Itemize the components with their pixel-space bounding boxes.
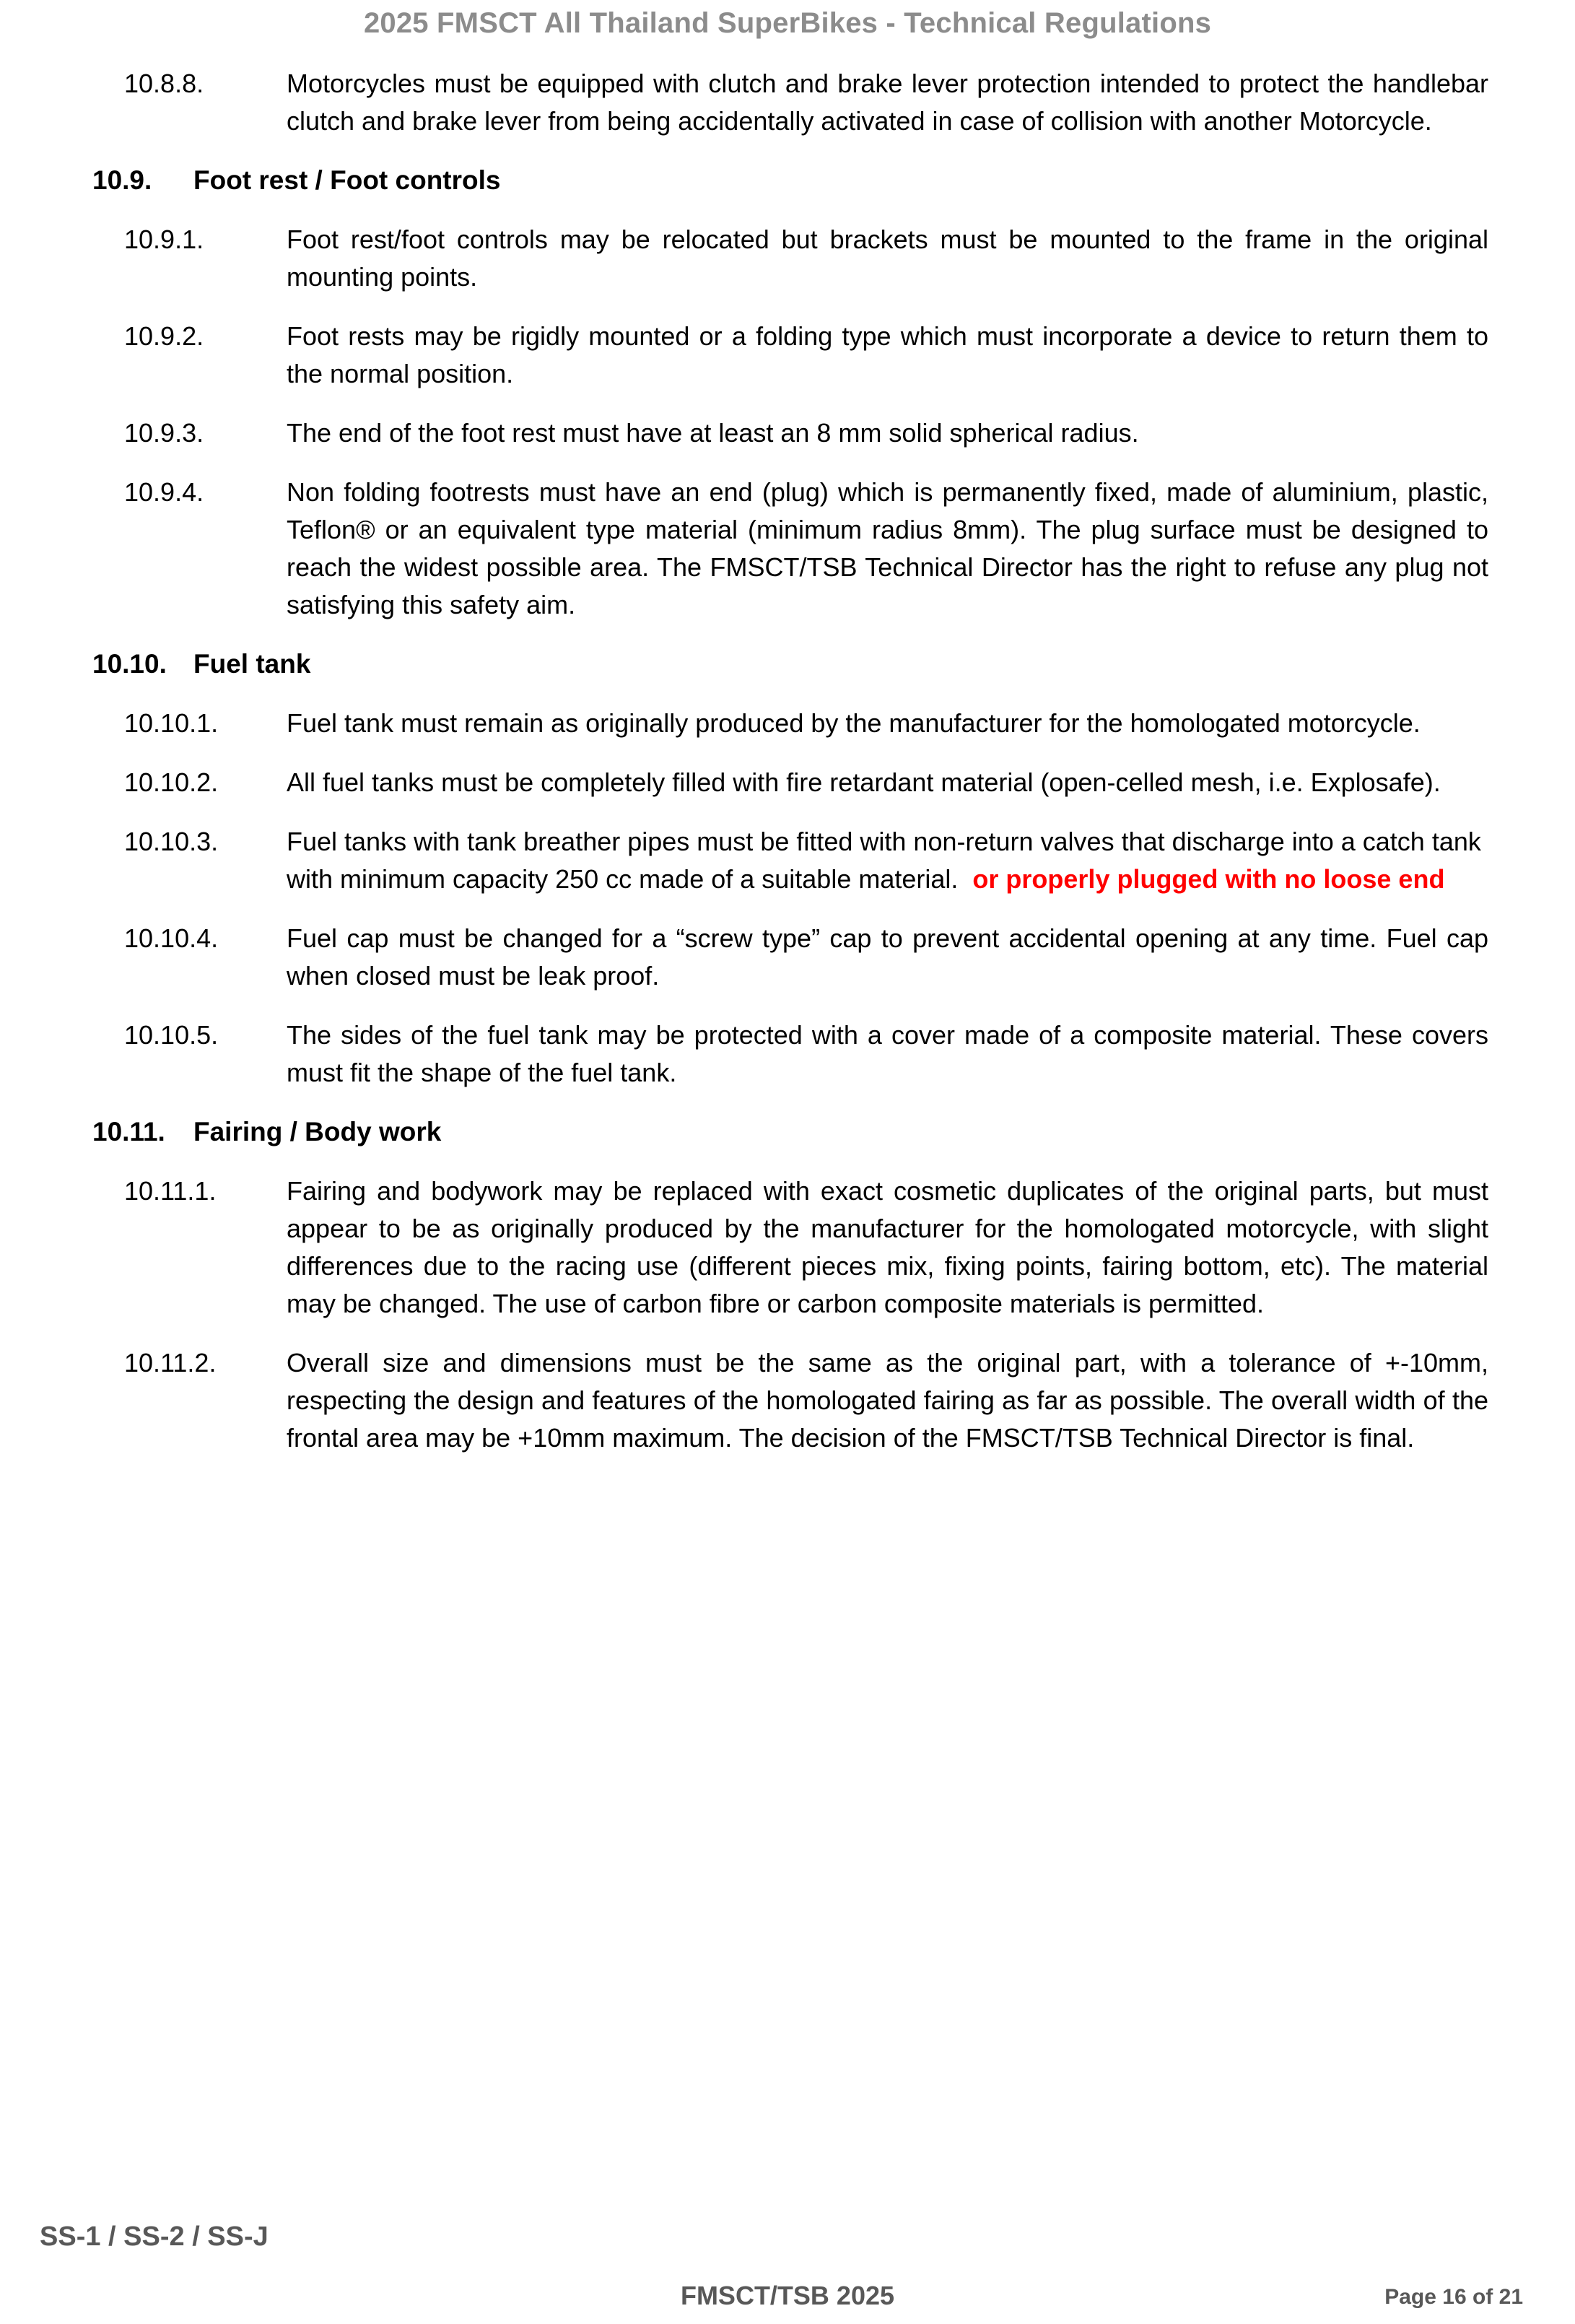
clause-text-main: All fuel tanks must be completely filled with fire retardant material (open-celled mesh, i.e. Explosafe).	[287, 767, 1441, 797]
clause-item	[0, 65, 1575, 140]
clause-number: 10.10.5.	[124, 1020, 219, 1050]
clause-item	[0, 221, 1575, 296]
footer-class-codes: SS-1 / SS-2 / SS-J	[40, 2221, 269, 2252]
clause-number: 10.11.1.	[124, 1176, 217, 1206]
clause-text	[287, 920, 1488, 995]
clause-item	[0, 318, 1575, 393]
section-heading-number: 10.11.	[92, 1117, 165, 1146]
clause-text-main: Fuel tank must remain as originally produced by the manufacturer for the homologated motorcycle.	[287, 708, 1421, 738]
clause-text-main: Motorcycles must be equipped with clutch and brake lever protection intended to protect the handlebar clutch and brake lever from being accidentally activated in case of collision with another Motorcycle.	[287, 69, 1488, 136]
clause-item	[0, 764, 1575, 801]
clause-amendment-text: or properly plugged with no loose end	[972, 864, 1445, 894]
clause-item	[0, 474, 1575, 624]
clause-text-main: Foot rests may be rigidly mounted or a folding type which must incorporate a device to return them to the normal position.	[287, 321, 1488, 388]
section-heading	[0, 162, 1575, 199]
clause-text-main: Non folding footrests must have an end (plug) which is permanently fixed, made of aluminium, plastic, Teflon® or an equivalent type material (minimum radius 8mm). The plug surface must be designed to reach the widest possible area. The FMSCT/TSB Technical Director has the right to refuse any plug not satisfying this safety aim.	[287, 477, 1488, 619]
clause-text-main: Foot rest/foot controls may be relocated but brackets must be mounted to the frame in the original mounting points.	[287, 225, 1488, 292]
clause-text-main: Fuel tanks with tank breather pipes must be fitted with non-return valves that discharge into a catch tank with minimum capacity 250 cc made of a suitable material.	[287, 827, 1481, 894]
clause-text	[287, 764, 1488, 801]
document-header	[0, 7, 1575, 40]
clause-number: 10.10.4.	[124, 923, 219, 953]
footer-page-number: Page 16 of 21	[1384, 2285, 1523, 2309]
clause-text-main: Overall size and dimensions must be the same as the original part, with a tolerance of +-10mm, respecting the design and features of the homologated fairing as far as possible. The overall width of the frontal area may be +10mm maximum. The decision of the FMSCT/TSB Technical Director is final.	[287, 1348, 1488, 1453]
clause-item	[0, 1172, 1575, 1323]
section-heading-title: Fuel tank	[193, 649, 311, 679]
clause-text	[287, 65, 1488, 140]
clause-text	[287, 414, 1488, 452]
clause-item	[0, 823, 1575, 898]
clause-text-main: The sides of the fuel tank may be protected with a cover made of a composite material. These covers must fit the shape of the fuel tank.	[287, 1020, 1488, 1087]
clause-text-main: Fairing and bodywork may be replaced with exact cosmetic duplicates of the original parts, but must appear to be as originally produced by the manufacturer for the homologated motorcycle, with slight differences due to the racing use (different pieces mix, fixing points, fairing bottom, etc). The material may be changed. The use of carbon fibre or carbon composite materials is permitted.	[287, 1176, 1488, 1318]
section-heading-number: 10.9.	[92, 165, 152, 195]
section-heading-number: 10.10.	[92, 649, 167, 679]
document-title: 2025 FMSCT All Thailand SuperBikes - Technical Regulations	[363, 7, 1212, 39]
clause-text-main: The end of the foot rest must have at least an 8 mm solid spherical radius.	[287, 418, 1139, 448]
document-footer	[0, 2208, 1575, 2324]
footer-organisation: FMSCT/TSB 2025	[680, 2281, 895, 2310]
clause-text	[287, 318, 1488, 393]
clause-text	[287, 1172, 1488, 1323]
clause-number: 10.9.2.	[124, 321, 204, 351]
clause-item	[0, 1344, 1575, 1457]
clause-item	[0, 705, 1575, 742]
clause-item	[0, 1017, 1575, 1092]
section-heading-title: Fairing / Body work	[193, 1117, 442, 1146]
clause-text	[287, 1017, 1488, 1092]
section-heading	[0, 645, 1575, 683]
clause-number: 10.8.8.	[124, 69, 204, 98]
clause-number: 10.10.2.	[124, 767, 219, 797]
section-heading	[0, 1113, 1575, 1151]
clause-text	[287, 221, 1488, 296]
clause-number: 10.10.1.	[124, 708, 219, 738]
clause-number: 10.10.3.	[124, 827, 219, 856]
clause-text	[287, 1344, 1488, 1457]
clause-number: 10.9.4.	[124, 477, 204, 507]
clause-text	[287, 705, 1488, 742]
section-heading-title: Foot rest / Foot controls	[193, 165, 501, 195]
clause-text	[287, 474, 1488, 624]
clause-number: 10.9.3.	[124, 418, 204, 448]
clause-number: 10.11.2.	[124, 1348, 217, 1378]
clause-item	[0, 414, 1575, 452]
document-body	[0, 65, 1575, 1479]
clause-text-main: Fuel cap must be changed for a “screw type” cap to prevent accidental opening at any time. Fuel cap when closed must be leak proof.	[287, 923, 1488, 991]
clause-text	[287, 823, 1488, 898]
clause-number: 10.9.1.	[124, 225, 204, 254]
clause-item	[0, 920, 1575, 995]
